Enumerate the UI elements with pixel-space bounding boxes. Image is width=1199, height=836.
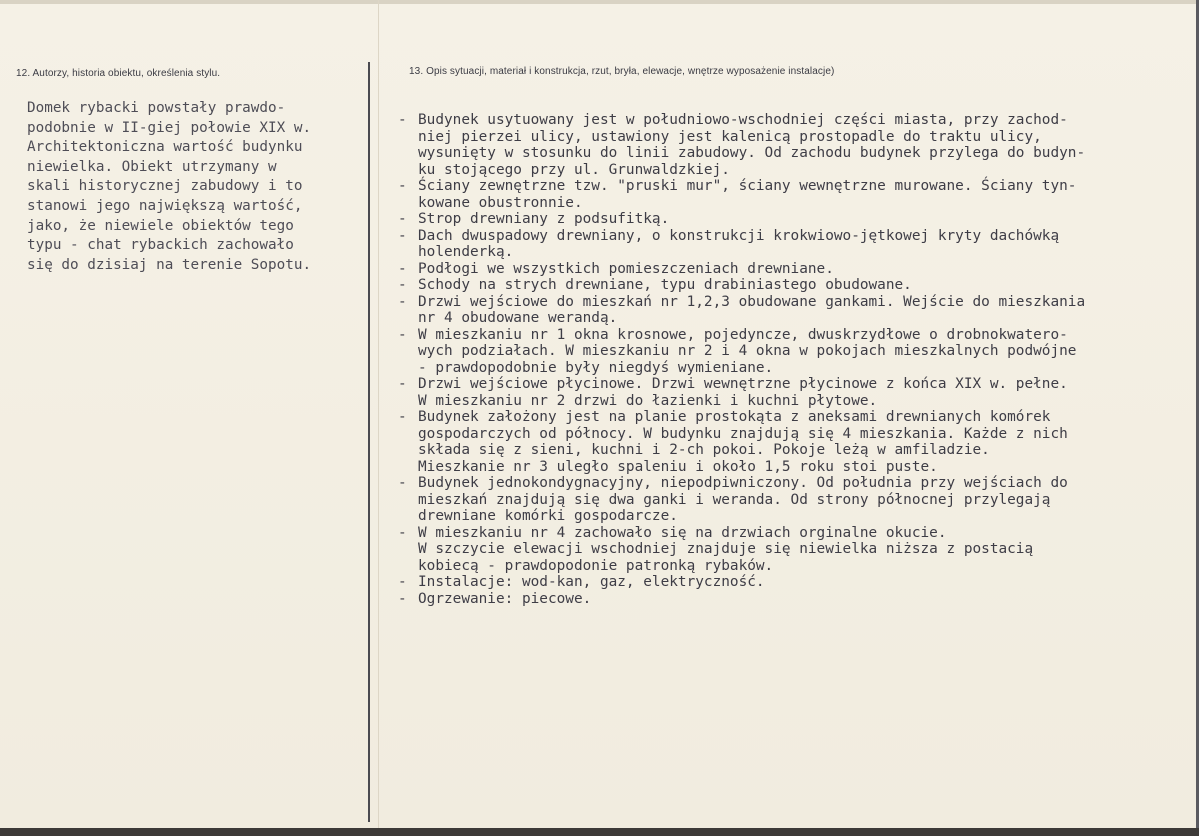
- list-item: [398, 376, 1188, 409]
- list-item: [398, 574, 1188, 591]
- description-list: [398, 112, 1188, 607]
- list-dash: -: [398, 260, 407, 277]
- list-item: [398, 294, 1188, 327]
- history-text: Domek rybacki powstały prawdo- podobnie w II-giej połowie XIX w. Architektoniczna wartość budynku niewielka. Obiekt utrzymany w skali historycznej zabudowy i to stanowi jego największą wartość, jako, że niewiele obiektów tego typu - chat rybackich zachowało się do dzisiaj na terenie Sopotu.: [27, 100, 312, 273]
- column-divider: [368, 62, 370, 822]
- section-header-description: 13. Opis sytuacji, materiał i konstrukcja, rzut, bryła, elewacje, wnętrze wyposażenie instalacje): [409, 66, 835, 77]
- list-dash: -: [398, 524, 407, 541]
- list-dash: -: [398, 574, 407, 590]
- list-dash: -: [398, 211, 407, 227]
- fold-line: [378, 0, 379, 836]
- list-item: [398, 475, 1188, 525]
- list-item: [398, 178, 1188, 211]
- list-item-text: Instalacje: wod-kan, gaz, elektryczność.: [418, 574, 765, 590]
- list-item-text: W mieszkaniu nr 1 okna krosnowe, pojedyncze, dwuskrzydłowe o drobnokwatero- wych podziałach. W mieszkaniu nr 2 i 4 okna w pokojach mieszkalnych podwójne - prawdopodobnie były niegdyś wymieniane.: [418, 326, 1077, 376]
- list-item-text: Strop drewniany z podsufitką.: [418, 211, 670, 227]
- list-item-text: Budynek założony jest na planie prostokąta z aneksami drewnianych komórek gospodarczych od północy. W budynku znajdują się 4 mieszkania. Każde z nich składa się z sieni, kuchni i 2-ch pokoi. Pokoje leżą w amfiladzie. Mieszkanie nr 3 uległo spaleniu i około 1,5 roku stoi puste.: [418, 409, 1068, 475]
- list-item: [398, 228, 1188, 261]
- list-dash: -: [398, 277, 407, 293]
- list-item-text: W mieszkaniu nr 4 zachowało się na drzwiach orginalne okucie. W szczycie elewacji wschodniej znajduje się niewielka niższa z postacią kobiecą - prawdopodonie patronką rybaków.: [418, 524, 1034, 574]
- list-item: [398, 327, 1188, 377]
- list-item-text: Drzwi wejściowe płycinowe. Drzwi wewnętrzne płycinowe z końca XIX w. pełne. W mieszkaniu nr 2 drzwi do łazienki i kuchni płytowe.: [418, 376, 1068, 409]
- list-item: [398, 409, 1188, 475]
- list-dash: -: [398, 326, 407, 343]
- list-item: [398, 261, 1188, 278]
- list-item-text: Dach dwuspadowy drewniany, o konstrukcji krokwiowo-jętkowej kryty dachówką holenderką.: [418, 227, 1060, 260]
- list-item-text: Budynek jednokondygnacyjny, niepodpiwniczony. Od południa przy wejściach do mieszkań znajdują się dwa ganki i weranda. Od strony północnej przylegają drewniane komórki gospodarcze.: [418, 475, 1068, 524]
- list-dash: -: [398, 178, 407, 194]
- list-item-text: Podłogi we wszystkich pomieszczeniach drewniane.: [418, 260, 834, 277]
- list-item: [398, 591, 1188, 608]
- list-dash: -: [398, 293, 407, 310]
- list-item-text: Schody na strych drewniane, typu drabiniastego obudowane.: [418, 277, 912, 293]
- list-item: [398, 211, 1188, 228]
- list-dash: -: [398, 112, 407, 128]
- list-dash: -: [398, 409, 407, 425]
- list-item: [398, 525, 1188, 575]
- list-dash: -: [398, 475, 407, 491]
- list-item: [398, 277, 1188, 294]
- list-item-text: Ściany zewnętrzne tzw. "pruski mur", ściany wewnętrzne murowane. Ściany tyn- kowane obustronnie.: [418, 178, 1077, 211]
- list-dash: -: [398, 590, 407, 607]
- section-header-history: 12. Autorzy, historia obiektu, określenia stylu.: [16, 68, 221, 79]
- list-dash: -: [398, 376, 407, 392]
- list-item-text: Ogrzewanie: piecowe.: [418, 590, 592, 607]
- list-item: [398, 112, 1188, 178]
- list-dash: -: [398, 227, 407, 244]
- top-edge: [0, 0, 1199, 4]
- list-item-text: Budynek usytuowany jest w południowo-wschodniej części miasta, przy zachod- niej pierzei ulicy, ustawiony jest kalenicą prostopadle do traktu ulicy, wysunięty w stosunku do linii zabudowy. Od zachodu budynek przylega do budyn- ku stojącego przy ul. Grunwaldzkiej.: [418, 112, 1086, 178]
- bottom-edge-shadow: [0, 828, 1199, 836]
- list-item-text: Drzwi wejściowe do mieszkań nr 1,2,3 obudowane gankami. Wejście do mieszkania nr 4 obudowane werandą.: [418, 293, 1086, 326]
